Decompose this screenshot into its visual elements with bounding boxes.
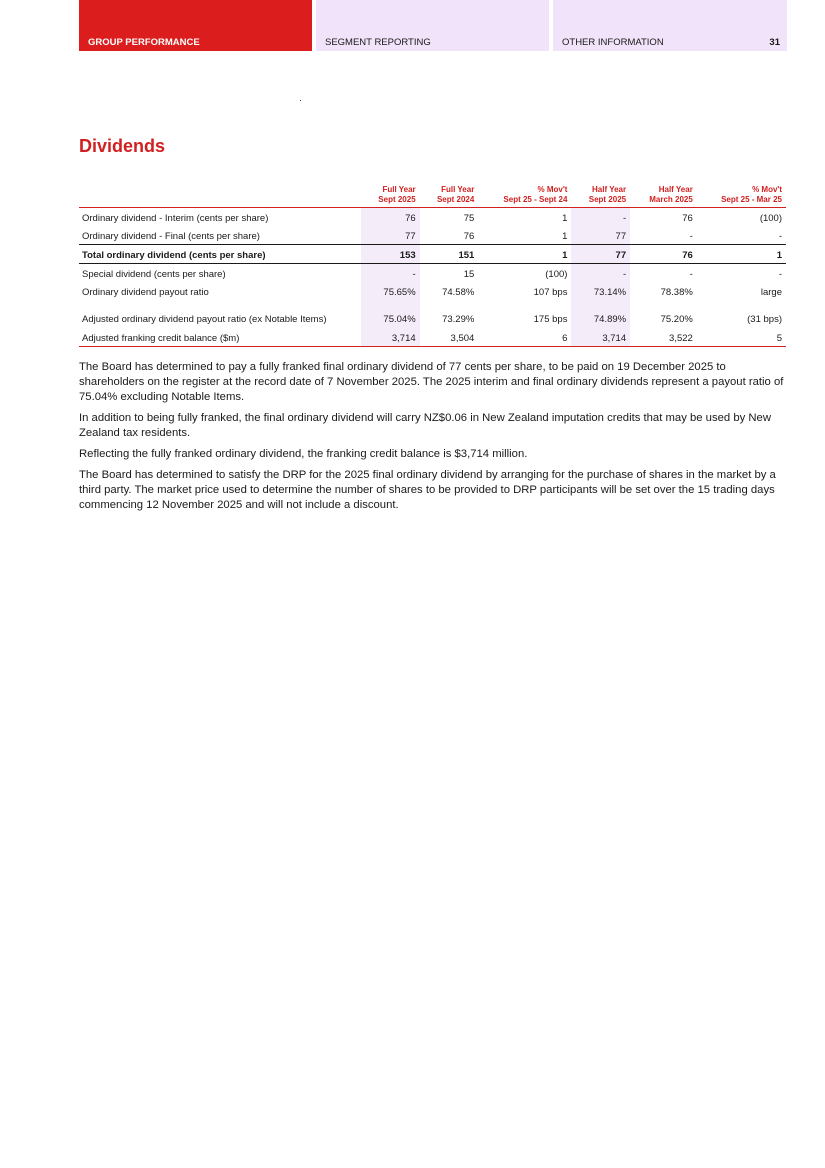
table-row <box>79 328 786 347</box>
cell: - <box>571 264 630 283</box>
cell: - <box>778 269 782 280</box>
table-header-row <box>79 185 786 208</box>
cell: 1 <box>562 213 568 224</box>
paragraph: The Board has determined to pay a fully franked final ordinary dividend of 77 cents per share, to be paid on 19 December 2025 to shareholders on the register at the record date of 7 November 2025. The 2025 interim and final ordinary dividends represent a payout ratio of 75.04% excluding Notable Items. <box>79 361 784 404</box>
column-header: % Mov't Sept 25 - Sept 24 <box>503 185 568 204</box>
cell: 3,504 <box>420 328 479 347</box>
stray-dot <box>300 100 301 101</box>
cell: 5 <box>697 328 786 347</box>
table-row <box>79 282 786 300</box>
paragraph: In addition to being fully franked, the final ordinary dividend will carry NZ$0.06 in New Zealand imputation credits that may be used by New Zealand tax residents. <box>79 412 771 440</box>
cell: 107 bps <box>533 287 568 298</box>
nav-tab-segment-reporting[interactable]: SEGMENT REPORTING <box>316 0 549 51</box>
table-row <box>79 208 786 227</box>
cell: 1 <box>562 231 568 242</box>
table-row <box>79 226 786 245</box>
cell: 76 <box>682 213 693 224</box>
cell: 75.65% <box>361 282 420 300</box>
cell: 78.38% <box>660 287 693 298</box>
row-label: Ordinary dividend payout ratio <box>82 287 209 298</box>
row-label: Special dividend (cents per share) <box>82 269 226 280</box>
cell: 77 <box>361 226 420 245</box>
cell: 74.58% <box>442 287 475 298</box>
row-label: Adjusted franking credit balance ($m) <box>79 328 361 347</box>
cell: 73.14% <box>571 282 630 300</box>
paragraph: Reflecting the fully franked ordinary dividend, the franking credit balance is $3,714 million. <box>79 448 528 461</box>
column-header: Half Year March 2025 <box>649 185 693 204</box>
cell: (100) <box>759 213 782 224</box>
cell: 151 <box>420 245 479 264</box>
cell: 74.89% <box>571 300 630 328</box>
nav-tab-other-information-label: OTHER INFORMATION <box>562 36 664 48</box>
column-header: % Mov't Sept 25 - Mar 25 <box>721 185 782 204</box>
table-row <box>79 264 786 283</box>
cell: 3,522 <box>630 328 697 347</box>
cell: 73.29% <box>442 314 475 326</box>
cell: 3,714 <box>361 328 420 347</box>
cell: 175 bps <box>533 314 568 326</box>
cell: (100) <box>545 269 568 280</box>
cell: - <box>689 231 693 242</box>
paragraph: The Board has determined to satisfy the DRP for the 2025 final ordinary dividend by arranging for the purchase of shares in the market by a third party. The market price used to determine the number of shares to be provided to DRP participants will be set over the 15 trading days commencing 12 November 2025 and will not include a discount. <box>79 469 776 512</box>
cell: 1 <box>697 245 786 264</box>
cell: - <box>361 264 420 283</box>
cell: - <box>689 269 693 280</box>
cell: 76 <box>463 231 475 242</box>
cell: 15 <box>463 269 475 280</box>
cell: 6 <box>478 328 571 347</box>
page-number: 31 <box>769 36 780 48</box>
top-navigation <box>79 0 787 51</box>
cell: 153 <box>361 245 420 264</box>
cell: 76 <box>361 208 420 227</box>
cell: 76 <box>630 245 697 264</box>
dividends-table <box>79 185 786 347</box>
column-header: Full Year Sept 2025 <box>378 185 416 204</box>
cell: large <box>760 287 782 298</box>
column-header: Half Year Sept 2025 <box>588 185 627 204</box>
row-label: Ordinary dividend - Final (cents per share) <box>82 231 260 242</box>
cell: 77 <box>571 226 630 245</box>
cell: 75.04% <box>361 300 420 328</box>
row-label: Total ordinary dividend (cents per share) <box>79 245 361 264</box>
column-header: Full Year Sept 2024 <box>436 185 475 204</box>
row-label: Adjusted ordinary dividend payout ratio (ex Notable Items) <box>82 314 327 326</box>
nav-tab-group-performance[interactable]: GROUP PERFORMANCE <box>79 0 312 51</box>
cell: - <box>571 208 630 227</box>
header-label-spacer <box>79 185 361 208</box>
cell: 75.20% <box>660 314 693 326</box>
cell: (31 bps) <box>747 314 782 326</box>
table-row-total <box>79 245 786 264</box>
nav-tab-other-information[interactable] <box>553 0 787 51</box>
cell: 3,714 <box>571 328 630 347</box>
cell: - <box>778 231 782 242</box>
table-row <box>79 300 786 328</box>
section-title: Dividends <box>79 136 166 156</box>
body-text <box>79 360 784 519</box>
cell: 77 <box>571 245 630 264</box>
cell: 75 <box>463 213 475 224</box>
row-label: Ordinary dividend - Interim (cents per share) <box>82 213 269 224</box>
cell: 1 <box>478 245 571 264</box>
